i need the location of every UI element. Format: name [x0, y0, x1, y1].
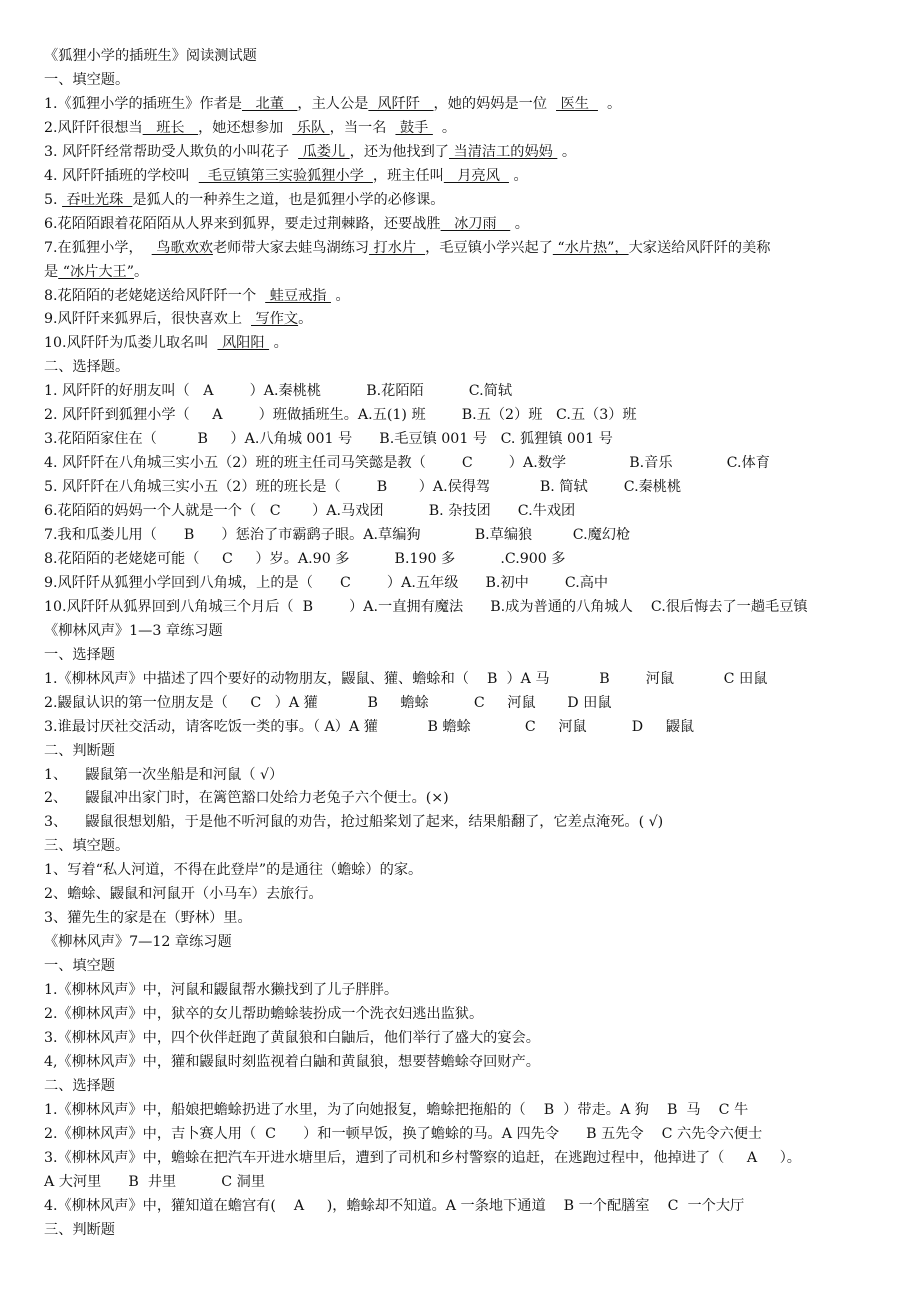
answer-blank: 风阡阡	[368, 95, 434, 112]
answer-blank: 冰刀雨	[440, 215, 511, 232]
text-run: 3.谁最讨厌社交活动，请客吃饭一类的事。（ A）A 獾 B 蟾蜍 C 河鼠 D 鼹鼠	[44, 718, 695, 735]
text-run: 。	[557, 143, 577, 160]
text-run: A 大河里 B 井里 C 洞里	[44, 1173, 266, 1190]
text-run: 1. 风阡阡的好朋友叫（ A ）A.秦桃桃 B.花陌陌 C.简轼	[44, 383, 513, 400]
text-run: 二、判断题	[44, 742, 115, 759]
text-line	[44, 70, 129, 90]
text-line	[44, 118, 456, 138]
text-line	[44, 262, 148, 282]
text-line	[44, 1100, 748, 1120]
text-run: 。	[298, 311, 313, 328]
text-run: 4,《柳林风声》中，獾和鼹鼠时刻监视着白鼬和黄鼠狼，想要替蟾蜍夺回财产。	[44, 1053, 540, 1070]
text-line	[44, 405, 637, 425]
text-line	[44, 381, 512, 401]
text-run: 。	[133, 263, 149, 280]
text-line	[44, 477, 681, 497]
text-line	[44, 309, 312, 329]
text-run: 大家送给风阡阡的美称	[628, 239, 771, 256]
text-run: 2.《柳林风声》中，吉卜赛人用（ C ）和一顿早饭，换了蟾蜍的马。A 四先令 B 五先令 C 六先令六便士	[44, 1125, 763, 1142]
text-line	[44, 525, 630, 545]
text-run: 三、填空题。	[44, 838, 130, 855]
text-line	[44, 621, 223, 641]
text-run: 6.花陌陌跟着花陌陌从人界来到狐界，要走过荆棘路，还要战胜	[44, 215, 441, 232]
text-run: 老师带大家去蛙鸟湖练习	[212, 239, 370, 256]
text-line	[44, 717, 694, 737]
text-line	[44, 765, 283, 785]
text-line	[44, 741, 115, 761]
text-line	[44, 836, 129, 856]
text-line	[44, 453, 770, 473]
text-line	[44, 645, 115, 665]
text-run: 7.在狐狸小学，	[44, 239, 152, 256]
answer-blank: 瓜娄儿	[298, 143, 350, 160]
text-run: 2.《柳林风声》中，狱卒的女儿帮助蟾蜍装扮成一个洗衣妇逃出监狱。	[44, 1006, 484, 1022]
text-run: 10.风阡阡从狐界回到八角城三个月后（ B ）A.一直拥有魔法 B.成为普通的八角城人 C.很后悔去了一趟毛豆镇	[44, 598, 808, 615]
text-line	[44, 860, 422, 880]
text-line	[44, 1172, 265, 1192]
text-run: 1、写着“私人河道，不得在此登岸”的是通往（蟾蜍）的家。	[44, 862, 423, 879]
text-run: 2.风阡阡很想当	[44, 119, 143, 136]
text-line	[44, 1028, 540, 1048]
text-line	[44, 286, 350, 306]
answer-blank: 班长	[142, 119, 199, 136]
text-line	[44, 190, 444, 210]
text-line	[44, 932, 232, 952]
text-run: 5.	[44, 191, 63, 208]
text-run: ，当一名	[329, 119, 396, 136]
text-run: ，还为他找到了	[349, 143, 449, 160]
text-run: 1.《柳林风声》中描述了四个要好的动物朋友，鼹鼠、獾、蟾蜍和（ B ）A 马 B 河鼠 C 田鼠	[44, 670, 768, 687]
text-run: 4. 风阡阡插班的学校叫	[44, 167, 199, 184]
text-run: 6.花陌陌的妈妈一个人就是一个（ C ）A.马戏团 B. 杂技团 C.牛戏团	[44, 503, 576, 520]
text-run: ，班主任叫	[372, 167, 444, 184]
text-run: 《柳林风声》7—12 章练习题	[44, 934, 232, 951]
text-run: 一、选择题	[44, 646, 115, 663]
text-run: 一、填空题。	[44, 71, 130, 88]
answer-blank: “冰片大王”	[58, 263, 134, 280]
text-run: 是狐人的一种养生之道，也是狐狸小学的必修课。	[132, 191, 445, 208]
text-line	[44, 1052, 540, 1072]
text-run: 。	[432, 119, 457, 136]
text-run: 4. 风阡阡在八角城三实小五（2）班的班主任司马笑懿是教（ C ）A.数学 B.音乐 C.体育	[44, 455, 770, 472]
text-line	[44, 693, 612, 713]
answer-blank: 医生	[556, 95, 598, 112]
text-line	[44, 94, 621, 114]
text-line	[44, 669, 767, 689]
answer-blank: 当清洁工的妈妈	[449, 143, 558, 160]
text-line	[44, 238, 771, 258]
answer-blank: 吞吐光珠	[62, 191, 133, 208]
text-line	[44, 1004, 483, 1024]
text-line	[44, 980, 398, 1000]
text-run: 2、蟾蜍、鼹鼠和河鼠开（小马车）去旅行。	[44, 886, 323, 903]
text-line	[44, 214, 529, 234]
text-run: 二、选择题	[44, 1077, 115, 1094]
text-run: 3、獾先生的家是在（野林）里。	[44, 910, 252, 927]
text-line	[44, 573, 608, 593]
text-run: 1.《狐狸小学的插班生》作者是	[44, 95, 242, 112]
text-line	[44, 956, 115, 976]
text-run: 3.《柳林风声》中，蟾蜍在把汽车开进水塘里后，遭到了司机和乡村警察的追赶，在逃跑过程中，他掉进了（ A ）。	[44, 1149, 801, 1166]
text-run: 。	[508, 167, 528, 184]
answer-blank: 鼓手	[395, 119, 433, 136]
answer-blank: 月亮风	[443, 167, 509, 184]
text-line	[44, 549, 566, 569]
text-run: 9.风阡阡来狐界后，很快喜欢上	[44, 311, 251, 328]
text-line	[44, 597, 808, 617]
text-run: 。	[330, 287, 350, 304]
text-run: 7.我和瓜娄儿用（ B ）惩治了市霸鹞子眼。A.草编狗 B.草编狼 C.魔幻枪	[44, 527, 631, 543]
text-line	[44, 908, 252, 928]
answer-blank: 乐队	[292, 119, 330, 136]
text-run: ，她的妈妈是一位	[433, 95, 557, 112]
text-line	[44, 1148, 801, 1168]
text-run: 2、 鼹鼠冲出家门时，在篱笆豁口处给力老兔子六个便士。(×)	[44, 790, 449, 807]
text-line	[44, 357, 129, 377]
text-line	[44, 142, 576, 162]
text-line	[44, 1196, 744, 1216]
text-run: 3.《柳林风声》中，四个伙伴赶跑了黄鼠狼和白鼬后，他们举行了盛大的宴会。	[44, 1029, 540, 1046]
answer-blank: 风阳阳	[217, 335, 270, 352]
answer-blank: 北董	[241, 95, 298, 112]
text-run: 《狐狸小学的插班生》阅读测试题	[44, 48, 257, 64]
text-run: 1.《柳林风声》中，河鼠和鼹鼠帮水獭找到了儿子胖胖。	[44, 982, 399, 999]
answer-blank: 打水片	[369, 239, 426, 256]
answer-blank: 蛙豆戒指	[265, 287, 331, 304]
text-run: 。	[597, 95, 622, 112]
text-run: 2. 风阡阡到狐狸小学（ A ）班做插班生。A.五(1) 班 B.五（2）班 C.五（3）班	[44, 407, 637, 424]
text-line	[44, 1076, 115, 1096]
text-line	[44, 333, 288, 353]
text-run: 。	[510, 215, 529, 232]
text-run: 4.《柳林风声》中，獾知道在蟾宫有( A )，蟾蜍却不知道。A 一条地下通道 B 一个配膳室 C 一个大厅	[44, 1197, 745, 1214]
text-run: 是	[44, 263, 59, 280]
text-run: 9.风阡阡从狐狸小学回到八角城，上的是（ C ）A.五年级 B.初中 C.高中	[44, 574, 609, 591]
answer-blank: 毛豆镇第三实验狐狸小学	[198, 167, 373, 184]
text-line	[44, 46, 257, 66]
text-run: 《柳林风声》1—3 章练习题	[44, 622, 223, 639]
text-run: 。	[269, 335, 288, 352]
text-run: 2.鼹鼠认识的第一位朋友是（ C ）A 獾 B 蟾蜍 C 河鼠 D 田鼠	[44, 694, 612, 711]
text-run: ，毛豆镇小学兴起了	[425, 239, 553, 256]
text-line	[44, 429, 613, 449]
text-run: ，主人公是	[297, 95, 369, 112]
text-run: 8.花陌陌的老姥姥可能（ C ）岁。A.90 多 B.190 多 .C.900 多	[44, 550, 566, 567]
text-run: ，她还想参加	[198, 119, 293, 136]
text-line	[44, 1124, 762, 1144]
text-run: 8.花陌陌的老姥姥送给风阡阡一个	[44, 287, 266, 304]
text-line	[44, 166, 528, 186]
answer-blank: 鸟歌欢欢	[151, 239, 213, 256]
text-run: 一、填空题	[44, 958, 115, 975]
text-run: 3.花陌陌家住在（ B ）A.八角城 001 号 B.毛豆镇 001 号 C. 狐狸镇 001 号	[44, 431, 613, 448]
text-run: 1、 鼹鼠第一次坐船是和河鼠（ √）	[44, 766, 284, 783]
text-run: 10.风阡阡为瓜娄儿取名叫	[44, 335, 218, 352]
answer-blank: 写作文	[251, 311, 299, 328]
text-run: 1.《柳林风声》中，船娘把蟾蜍扔进了水里，为了向她报复，蟾蜍把拖船的（ B ）带走。A 狗 B 马 C 牛	[44, 1101, 749, 1118]
answer-blank: “水片热”，	[552, 239, 629, 256]
text-line	[44, 884, 323, 904]
text-line	[44, 501, 575, 521]
text-run: 二、选择题。	[44, 359, 130, 376]
text-line	[44, 788, 449, 808]
text-run: 5. 风阡阡在八角城三实小五（2）班的班长是（ B ）A.侯得驾 B. 简轼 C.秦桃桃	[44, 479, 682, 496]
text-run: 三、判断题	[44, 1221, 115, 1238]
text-run: 3. 风阡阡经常帮助受人欺负的小叫花子	[44, 143, 299, 160]
text-line	[44, 812, 663, 832]
text-run: 3、 鼹鼠很想划船，于是他不听河鼠的劝告，抢过船桨划了起来，结果船翻了，它差点淹死。( √)	[44, 814, 664, 831]
text-line	[44, 1220, 115, 1240]
